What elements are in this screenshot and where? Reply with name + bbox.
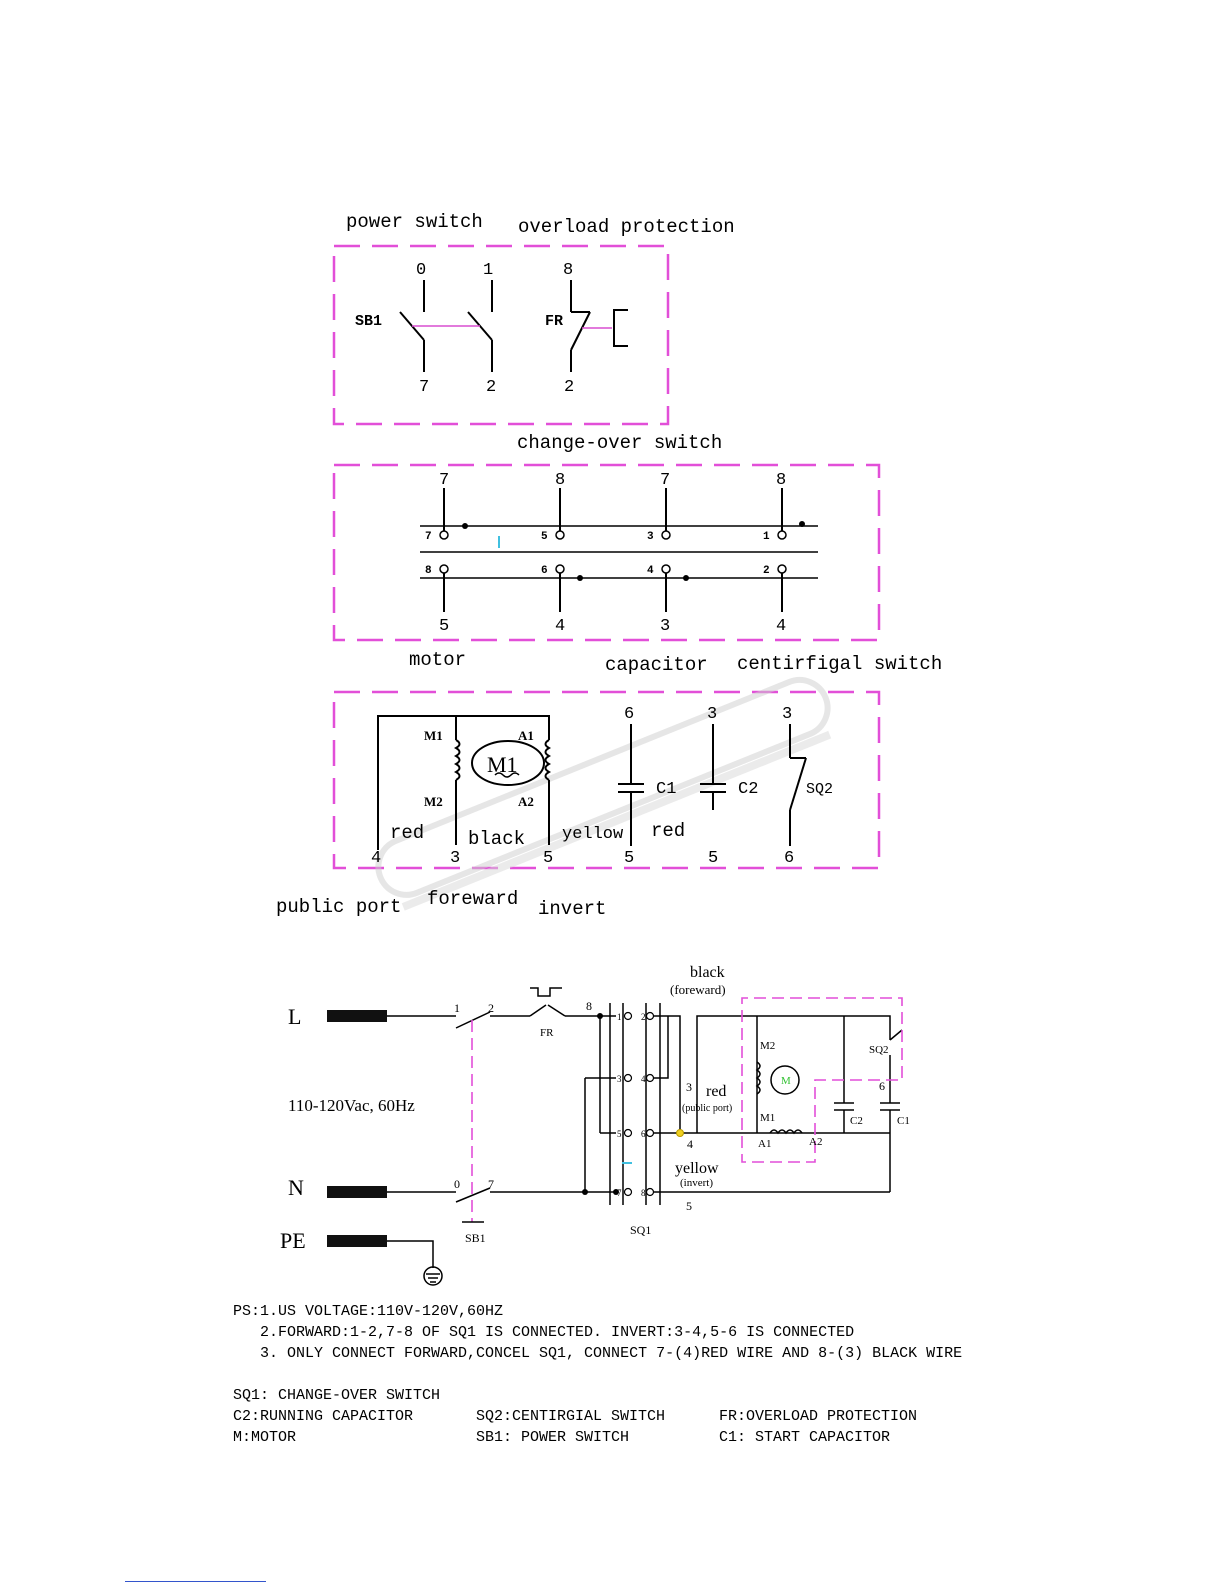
sq1-left-5: 5 <box>617 1129 622 1139</box>
sq1-pin-5: 5 <box>541 531 548 543</box>
sq1-bottom-4b: 4 <box>776 617 787 636</box>
lower-red-label: red <box>706 1083 727 1100</box>
voltage-label: 110-120Vac, 60Hz <box>288 1096 415 1115</box>
sq1-pin-4: 4 <box>647 565 654 577</box>
sq1-pin-1: 1 <box>763 531 770 543</box>
wire-yellow: yellow <box>562 825 624 844</box>
lower-c2-label: C2 <box>850 1115 863 1127</box>
label-power-switch: power switch <box>346 211 483 233</box>
sq1-right-4: 4 <box>641 1074 646 1084</box>
lower-node-8: 8 <box>586 999 592 1013</box>
sb1-node-1: 1 <box>483 261 494 280</box>
fr-node-8: 8 <box>563 261 574 280</box>
sb1-node-0: 0 <box>416 261 427 280</box>
label-foreward: foreward <box>427 888 519 910</box>
sq2-bottom-6: 6 <box>784 849 795 868</box>
sq1-pin-6: 6 <box>541 565 548 577</box>
label-overload-protection: overload protection <box>518 216 735 238</box>
sq1-bottom-3: 3 <box>660 617 671 636</box>
motor-bottom-5: 5 <box>543 849 554 868</box>
lower-red-sub: (public port) <box>682 1103 733 1114</box>
lower-c1-label: C1 <box>897 1115 910 1127</box>
lower-yellow-sub: (invert) <box>680 1177 713 1189</box>
label-public-port: public port <box>276 896 402 918</box>
motor-a1: A1 <box>518 728 534 743</box>
label-change-over-switch: change-over switch <box>517 432 723 454</box>
sq2-label: SQ2 <box>806 781 834 798</box>
sb1-node-7: 7 <box>419 378 430 397</box>
line-N-label: N <box>288 1175 304 1200</box>
sq1-right-6: 6 <box>641 1129 646 1139</box>
sq1-left-1: 1 <box>617 1012 622 1022</box>
sq1-right-8: 8 <box>641 1188 646 1198</box>
sq1-switch-symbol <box>420 488 818 612</box>
motor-bottom-4: 4 <box>371 849 382 868</box>
legend-fr: FR:OVERLOAD PROTECTION <box>719 1408 918 1425</box>
legend-c1: C1: START CAPACITOR <box>719 1429 891 1446</box>
lower-motor-m1: M1 <box>760 1112 776 1124</box>
c1-bottom-5: 5 <box>624 849 635 868</box>
c1-label: C1 <box>656 780 677 799</box>
lower-sq1-label: SQ1 <box>630 1223 652 1237</box>
lower-motor-symbol: M <box>781 1075 791 1087</box>
note-ps1: PS:1.US VOLTAGE:110V-120V,60HZ <box>233 1303 504 1320</box>
legend-sq1: SQ1: CHANGE-OVER SWITCH <box>233 1387 441 1404</box>
c1-top-6: 6 <box>624 705 635 724</box>
motor-bottom-3: 3 <box>450 849 461 868</box>
watermark-logo <box>370 672 841 915</box>
sq1-right-2: 2 <box>641 1012 646 1022</box>
fr-label: FR <box>545 313 564 330</box>
lower-sq2-label: SQ2 <box>869 1044 889 1056</box>
fr-node-2: 2 <box>564 378 575 397</box>
label-invert: invert <box>538 898 607 920</box>
motor-a2: A2 <box>518 794 534 809</box>
lower-sb1-label: SB1 <box>465 1231 486 1245</box>
sq1-top-7a: 7 <box>439 471 450 490</box>
sq1-pin-2: 2 <box>763 565 770 577</box>
lower-node-1: 1 <box>454 1001 460 1015</box>
lower-motor-m2: M2 <box>760 1040 776 1052</box>
lower-black-sub: (foreward) <box>670 982 726 997</box>
legend-sb1: SB1: POWER SWITCH <box>476 1429 630 1446</box>
power-switch-box <box>334 246 668 424</box>
wire-black: black <box>468 828 526 850</box>
sq2-top-3: 3 <box>782 705 793 724</box>
footer-link-underline <box>125 1581 266 1582</box>
note-ps2: 2.FORWARD:1-2,7-8 OF SQ1 IS CONNECTED. INVERT:3-4,5-6 IS CONNECTED <box>233 1324 855 1341</box>
motor-m1: M1 <box>424 728 443 743</box>
lower-motor-a2: A2 <box>809 1136 823 1148</box>
label-centrifugal-switch: centirfigal switch <box>737 653 943 675</box>
lower-yellow-label: yellow <box>675 1160 719 1177</box>
lower-node-3: 3 <box>686 1080 692 1094</box>
lower-node-5: 5 <box>686 1199 692 1213</box>
legend-m: M:MOTOR <box>233 1429 297 1446</box>
sb1-node-2: 2 <box>486 378 497 397</box>
sq1-left-3: 3 <box>617 1074 622 1084</box>
lower-node-6: 6 <box>879 1079 885 1093</box>
motor-m2: M2 <box>424 794 443 809</box>
lower-node-2: 2 <box>488 1001 494 1015</box>
sq1-bottom-5: 5 <box>439 617 450 636</box>
lower-black-label: black <box>690 964 725 981</box>
legend-sq2: SQ2:CENTIRGIAL SWITCH <box>476 1408 666 1425</box>
c2-bottom-5: 5 <box>708 849 719 868</box>
line-PE-label: PE <box>280 1228 306 1253</box>
line-L-label: L <box>288 1004 302 1029</box>
sq1-pin-7: 7 <box>425 531 432 543</box>
lower-node-4: 4 <box>687 1137 693 1151</box>
sq1-pin-3: 3 <box>647 531 654 543</box>
wire-red-2: red <box>651 820 686 842</box>
label-capacitor: capacitor <box>605 654 708 676</box>
sq1-top-8a: 8 <box>555 471 566 490</box>
sq1-left-7: 7 <box>617 1188 622 1198</box>
lower-node-7: 7 <box>488 1177 494 1191</box>
note-ps3: 3. ONLY CONNECT FORWARD,CONCEL SQ1, CONNECT 7-(4)RED WIRE AND 8-(3) BLACK WIRE <box>233 1345 963 1362</box>
sq1-bottom-4a: 4 <box>555 617 566 636</box>
sq1-top-7b: 7 <box>660 471 671 490</box>
fr-overload-symbol <box>571 280 628 372</box>
sq1-pin-8: 8 <box>425 565 432 577</box>
sb1-switch-symbol <box>400 280 492 372</box>
sb1-label: SB1 <box>355 313 383 330</box>
lower-fr-label: FR <box>540 1027 554 1039</box>
c2-top-3: 3 <box>707 705 718 724</box>
wire-red-1: red <box>390 822 425 844</box>
legend-c2: C2:RUNNING CAPACITOR <box>233 1408 414 1425</box>
label-motor: motor <box>409 649 467 671</box>
lower-node-0: 0 <box>454 1177 460 1191</box>
lower-motor-a1: A1 <box>758 1138 772 1150</box>
sq1-top-8b: 8 <box>776 471 787 490</box>
c2-label: C2 <box>738 780 759 799</box>
motor-symbol-label: M1 <box>487 752 518 777</box>
power-terminals <box>327 1010 387 1247</box>
